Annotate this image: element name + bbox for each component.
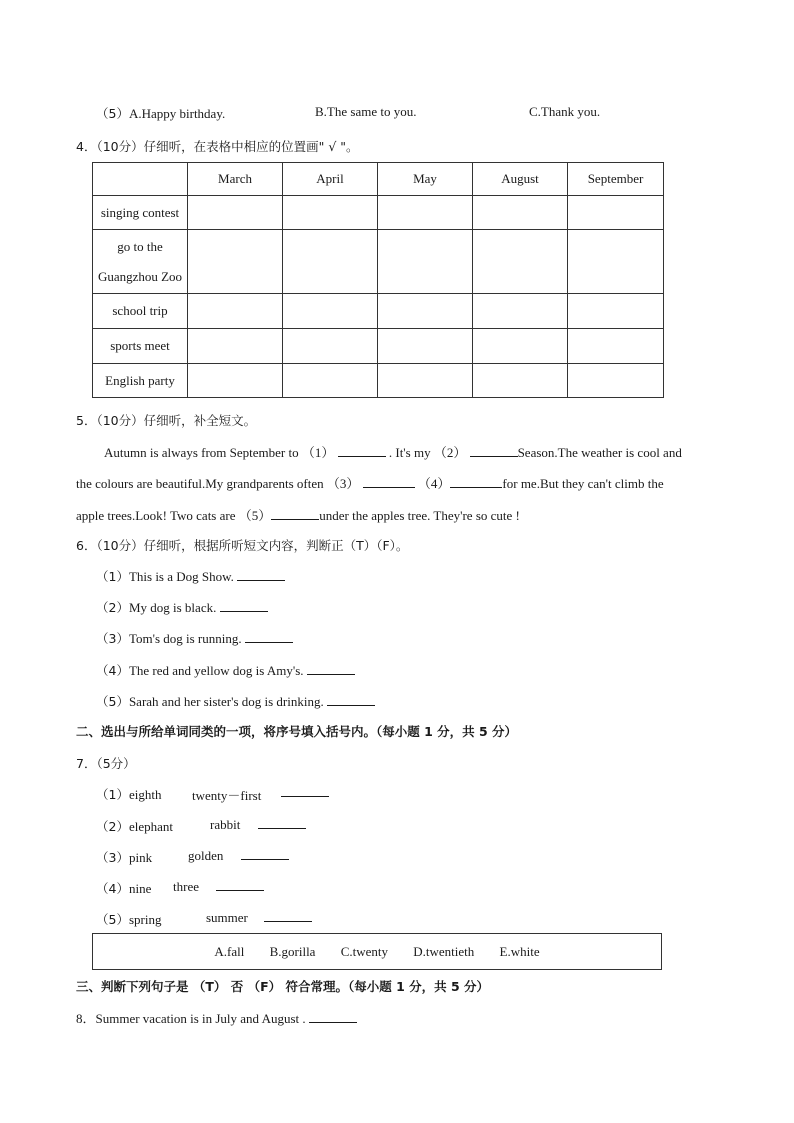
- answer-cell[interactable]: [188, 364, 283, 398]
- q7-answer-row: [241, 848, 289, 864]
- table-row: [93, 196, 664, 230]
- q7-option: A.fall: [214, 944, 245, 959]
- q5-text: . It's my （2）: [388, 445, 467, 460]
- section-2-heading: 二、选出与所给单词同类的一项，将序号填入括号内。（每小题 1 分，共 5 分）: [76, 724, 518, 739]
- row-label: singing contest: [93, 196, 188, 230]
- answer-cell[interactable]: [188, 196, 283, 230]
- q5-text: for me.But they can't climb the: [502, 476, 664, 491]
- q7-item-number: （3）: [96, 850, 129, 865]
- q6-item-text: Tom's dog is running.: [128, 631, 242, 646]
- q6-item-text: The red and yellow dog is Amy's.: [128, 663, 304, 678]
- q5-title: 5．（10分）仔细听，补全短文。: [76, 413, 257, 428]
- q6-title: 6．（10分）仔细听，根据所听短文内容，判断正（T）（F）。: [76, 538, 409, 553]
- q8-text: 8．Summer vacation is in July and August .: [76, 1011, 306, 1026]
- answer-cell[interactable]: [283, 196, 378, 230]
- q6-item-number: （5）: [96, 694, 129, 709]
- q7-item-number: （1）: [96, 787, 129, 802]
- q6-item: [96, 692, 375, 710]
- q7-title: 7．（5分）: [76, 756, 136, 771]
- q6-item-number: （1）: [96, 569, 129, 584]
- column-header: August: [473, 163, 568, 196]
- q7-item: [96, 848, 152, 866]
- q3-item-5-number: （5）: [96, 106, 129, 121]
- q7-item-number: （5）: [96, 912, 129, 927]
- q5-text: Season.The weather is cool and: [517, 445, 682, 460]
- row-label: sports meet: [93, 329, 188, 364]
- q7-answer-blank[interactable]: [264, 920, 312, 922]
- q7-word: eighth: [128, 787, 162, 802]
- row-label-line: go to the: [117, 238, 163, 254]
- q5-text: apple trees.Look! Two cats are （5）: [76, 508, 272, 523]
- table-corner-cell: [93, 163, 188, 196]
- q6-answer-blank[interactable]: [327, 704, 375, 706]
- answer-cell[interactable]: [283, 364, 378, 398]
- q7-word: three: [173, 879, 199, 894]
- q7-answer-row: [258, 817, 306, 833]
- answer-cell[interactable]: [188, 294, 283, 329]
- q7-item: [96, 817, 173, 835]
- q6-item-number: （3）: [96, 631, 129, 646]
- table-row: [93, 294, 664, 329]
- q7-word: golden: [188, 848, 224, 863]
- q6-answer-blank[interactable]: [237, 579, 285, 581]
- q5-line-1: [104, 442, 682, 461]
- column-header: May: [378, 163, 473, 196]
- q7-options-box: [92, 933, 662, 970]
- column-header: March: [188, 163, 283, 196]
- answer-cell[interactable]: [378, 364, 473, 398]
- answer-cell[interactable]: [283, 294, 378, 329]
- q7-option: D.twentieth: [413, 944, 475, 959]
- q5-blank-4[interactable]: [450, 486, 502, 488]
- column-header: September: [568, 163, 664, 196]
- q5-blank-3[interactable]: [363, 486, 415, 488]
- q7-item: [96, 910, 161, 928]
- q5-text: （4）: [417, 476, 451, 491]
- q7-word: twenty－first: [192, 788, 262, 803]
- q6-item: [96, 598, 268, 616]
- q5-text: Autumn is always from September to （1）: [104, 445, 335, 460]
- q6-item-text: Sarah and her sister's dog is drinking.: [128, 694, 324, 709]
- answer-cell[interactable]: [378, 230, 473, 294]
- q8-item: [76, 1008, 357, 1027]
- table-row: [93, 329, 664, 364]
- q6-item: [96, 567, 285, 585]
- q6-item-number: （4）: [96, 663, 129, 678]
- row-label: school trip: [93, 294, 188, 329]
- q7-answer-row: [264, 910, 312, 926]
- answer-cell[interactable]: [378, 196, 473, 230]
- q5-blank-2[interactable]: [470, 455, 518, 457]
- q6-item-number: （2）: [96, 600, 129, 615]
- q7-answer-row: [216, 879, 264, 895]
- q7-word: nine: [128, 881, 152, 896]
- q3-item-5: [96, 104, 225, 122]
- answer-cell[interactable]: [378, 294, 473, 329]
- q7-answer-row: [281, 785, 329, 801]
- q7-option: B.gorilla: [269, 944, 316, 959]
- q7-answer-blank[interactable]: [241, 858, 289, 860]
- answer-cell[interactable]: [568, 230, 664, 294]
- q4-title: 4．（10分）仔细听，在表格中相应的位置画" √ "。: [76, 139, 359, 154]
- answer-cell[interactable]: [473, 294, 568, 329]
- q7-word: spring: [128, 912, 162, 927]
- q4-table: [92, 162, 664, 398]
- q5-text: the colours are beautiful.My grandparents often （3）: [76, 476, 360, 491]
- q7-answer-blank[interactable]: [281, 795, 329, 797]
- q3-option-c: C.Thank you.: [529, 104, 601, 119]
- q7-word: rabbit: [210, 817, 241, 832]
- q6-item: [96, 661, 355, 679]
- q7-word: summer: [206, 910, 248, 925]
- q5-line-3: [76, 505, 520, 524]
- table-header-row: [93, 163, 664, 196]
- q7-word: pink: [128, 850, 153, 865]
- answer-cell[interactable]: [568, 196, 664, 230]
- q7-answer-blank[interactable]: [258, 827, 306, 829]
- q6-item: [96, 629, 293, 647]
- answer-cell[interactable]: [473, 364, 568, 398]
- row-label-line: Guangzhou Zoo: [97, 268, 183, 284]
- column-header: April: [283, 163, 378, 196]
- answer-cell[interactable]: [473, 329, 568, 364]
- q6-item-text: This is a Dog Show.: [128, 569, 234, 584]
- q3-option-b: B.The same to you.: [315, 104, 417, 119]
- answer-cell[interactable]: [378, 329, 473, 364]
- q5-text: under the apples tree. They're so cute !: [319, 508, 520, 523]
- q7-option: C.twenty: [340, 944, 389, 959]
- q7-word: elephant: [128, 819, 173, 834]
- section-3-heading: 三、判断下列句子是 （T） 否 （F） 符合常理。（每小题 1 分，共 5 分）: [76, 979, 490, 994]
- answer-cell[interactable]: [568, 294, 664, 329]
- q5-blank-1[interactable]: [338, 455, 386, 457]
- q6-answer-blank[interactable]: [245, 641, 293, 643]
- q5-line-2: [76, 473, 664, 492]
- answer-cell[interactable]: [473, 196, 568, 230]
- answer-cell[interactable]: [188, 329, 283, 364]
- q7-item-number: （4）: [96, 881, 129, 896]
- answer-cell[interactable]: [568, 329, 664, 364]
- q7-option: E.white: [499, 944, 540, 959]
- answer-cell[interactable]: [473, 230, 568, 294]
- answer-cell[interactable]: [283, 329, 378, 364]
- answer-cell[interactable]: [188, 230, 283, 294]
- q7-answer-blank[interactable]: [216, 889, 264, 891]
- table-row: [93, 364, 664, 398]
- q7-item-number: （2）: [96, 819, 129, 834]
- q8-answer-blank[interactable]: [309, 1021, 357, 1023]
- q6-answer-blank[interactable]: [307, 673, 355, 675]
- q7-item: [96, 785, 161, 803]
- answer-cell[interactable]: [283, 230, 378, 294]
- row-label: English party: [93, 364, 188, 398]
- answer-cell[interactable]: [568, 364, 664, 398]
- q6-item-text: My dog is black.: [128, 600, 217, 615]
- q5-blank-5[interactable]: [271, 518, 319, 520]
- q3-option-a: A.Happy birthday.: [128, 106, 226, 121]
- table-row: [93, 230, 664, 294]
- q6-answer-blank[interactable]: [220, 610, 268, 612]
- row-label: [93, 230, 188, 294]
- q7-item: [96, 879, 151, 897]
